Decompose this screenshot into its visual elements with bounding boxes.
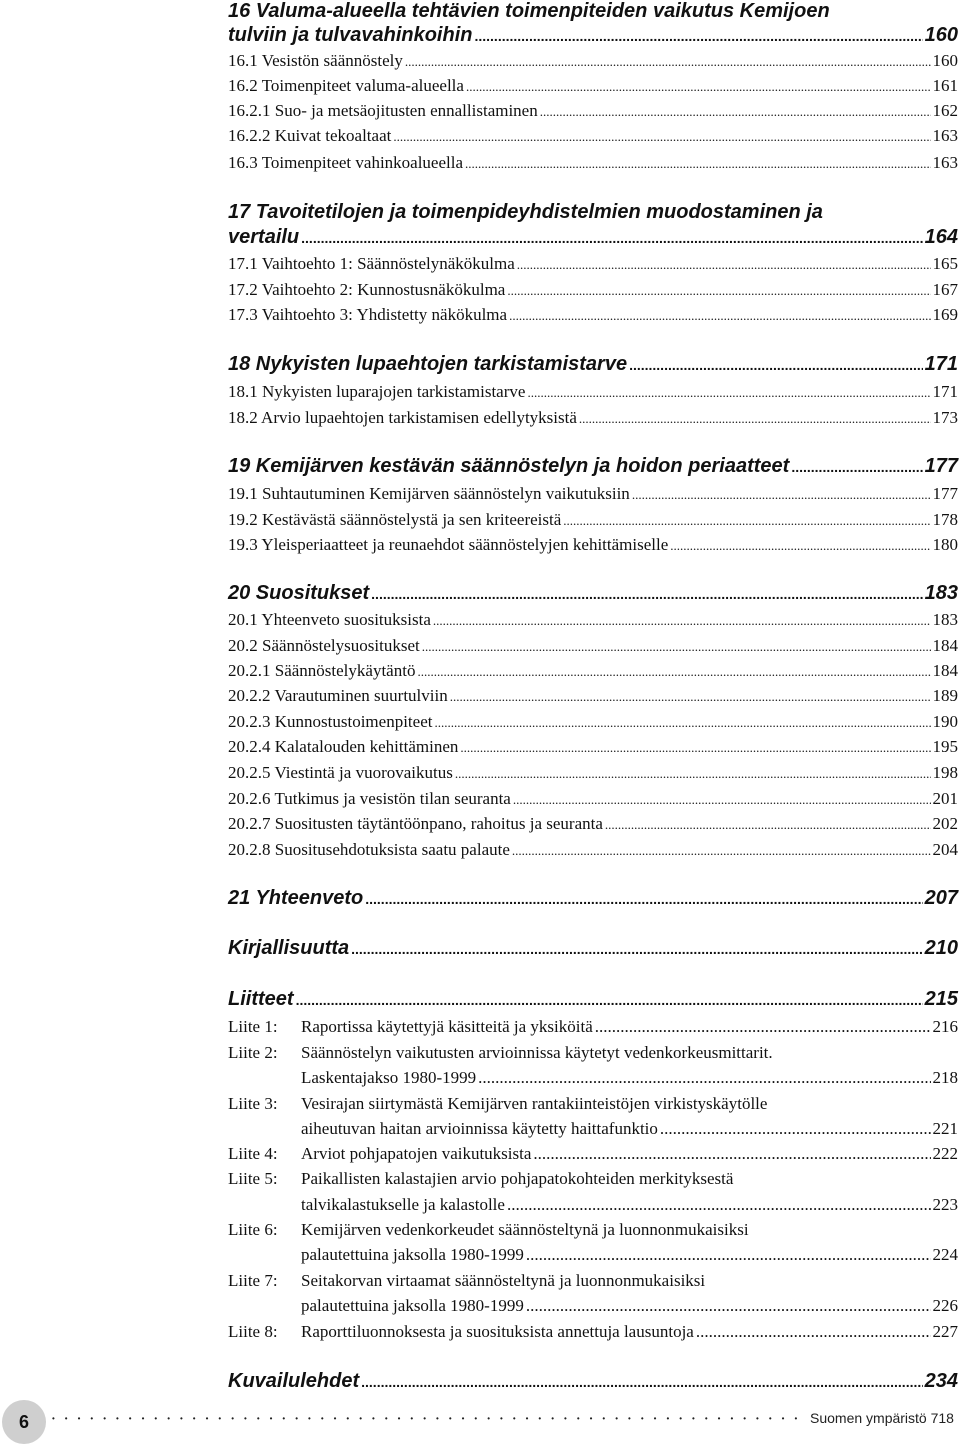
toc-page-number: 184 — [932, 661, 958, 680]
toc-entry-16-2[interactable] — [228, 76, 958, 98]
appendix-title: Säännöstelyn vaikutusten arvioinnissa käytetyt vedenkorkeusmittarit. — [301, 1043, 773, 1062]
toc-page-number: 218 — [932, 1068, 958, 1087]
toc-page-number: 201 — [932, 789, 958, 808]
toc-entry-label: 20.2 Säännöstelysuositukset — [228, 636, 420, 655]
appendix-title-cont: Laskentajakso 1980-1999 — [301, 1068, 477, 1087]
page-number: 6 — [18, 1412, 29, 1432]
toc-heading-21[interactable] — [228, 887, 958, 913]
toc-entry-17-3[interactable] — [228, 305, 958, 327]
dot-leader — [605, 817, 931, 833]
dot-leader — [527, 385, 930, 401]
toc-page-number: 163 — [932, 153, 958, 172]
toc-heading-label: Kuvailulehdet — [228, 1370, 360, 1392]
toc-page-number: 189 — [932, 686, 958, 705]
appendix-number: Liite 6: — [228, 1220, 278, 1239]
toc-page-number: 234 — [924, 1370, 958, 1392]
toc-appendix-4[interactable] — [228, 1144, 958, 1166]
toc-entry-label: 16.1 Vesistön säännöstely — [228, 51, 403, 70]
appendix-title: Vesirajan siirtymästä Kemijärven rantakiinteistöjen virkistyskäytölle — [301, 1094, 768, 1113]
toc-page-number: 164 — [924, 226, 958, 248]
toc-entry-label: 20.2.4 Kalatalouden kehittäminen — [228, 737, 459, 756]
toc-appendix-2-line1[interactable] — [228, 1043, 958, 1065]
dot-leader — [422, 639, 931, 655]
appendix-number: Liite 3: — [228, 1094, 278, 1113]
toc-entry-18-1[interactable] — [228, 382, 958, 404]
toc-entry-19-3[interactable] — [228, 535, 958, 557]
toc-heading-18[interactable] — [228, 353, 958, 379]
toc-entry-20-2-7[interactable] — [228, 814, 958, 836]
toc-entry-20-1[interactable] — [228, 610, 958, 632]
toc-page-number: 183 — [924, 582, 958, 604]
toc-page-number: 169 — [932, 305, 958, 324]
toc-appendix-3[interactable] — [301, 1119, 958, 1141]
toc-entry-19-1[interactable] — [228, 484, 958, 506]
toc-entry-20-2-1[interactable] — [228, 661, 958, 683]
toc-appendix-3-line1[interactable] — [228, 1094, 958, 1116]
toc-page-number: 160 — [924, 24, 958, 46]
toc-heading-label: vertailu — [228, 226, 300, 248]
toc-entry-label: 18.1 Nykyisten luparajojen tarkistamistarve — [228, 382, 526, 401]
toc-entry-label: 17.1 Vaihtoehto 1: Säännöstelynäkökulma — [228, 254, 515, 273]
toc-entry-label: 20.2.2 Varautuminen suurtulviin — [228, 686, 448, 705]
dot-leader — [434, 715, 930, 731]
dot-leader — [540, 104, 931, 120]
toc-entry-label: 16.2.2 Kuivat tekoaltaat — [228, 126, 392, 145]
toc-appendix-7[interactable] — [301, 1296, 958, 1318]
toc-heading-17[interactable] — [228, 226, 958, 252]
toc-entry-16-1[interactable] — [228, 51, 958, 73]
toc-entry-16-2-1[interactable] — [228, 101, 958, 123]
toc-page-number: 207 — [924, 887, 958, 909]
appendix-number: Liite 4: — [228, 1144, 278, 1163]
toc-heading-17-line1[interactable]: 17 Tavoitetilojen ja toimenpideyhdistelmien muodostaminen ja — [228, 201, 823, 223]
dot-leader — [466, 79, 931, 95]
toc-heading-19[interactable] — [228, 455, 958, 481]
appendix-number: Liite 5: — [228, 1169, 278, 1188]
dot-leader — [361, 1374, 922, 1390]
toc-entry-20-2[interactable] — [228, 636, 958, 658]
dot-leader — [533, 1144, 930, 1164]
appendix-title-cont: palautettuina jaksolla 1980-1999 — [301, 1296, 524, 1315]
dot-leader — [478, 1068, 930, 1088]
dot-leader — [791, 459, 922, 475]
toc-page-number: 223 — [932, 1195, 958, 1214]
appendix-number: Liite 8: — [228, 1322, 278, 1341]
toc-page-number: 216 — [932, 1017, 958, 1036]
toc-page-number: 215 — [924, 988, 958, 1010]
toc-entry-label: 16.2.1 Suo- ja metsäojitusten ennallistaminen — [228, 101, 538, 120]
dot-leader — [455, 766, 931, 782]
toc-appendix-1[interactable] — [228, 1017, 958, 1039]
toc-entry-label: 20.2.8 Suositusehdotuksista saatu palaute — [228, 840, 510, 859]
toc-page-number: 161 — [932, 76, 958, 95]
appendix-title: Seitakorvan virtaamat säännösteltynä ja luonnonmukaisiksi — [301, 1271, 706, 1290]
toc-page-number: 178 — [932, 510, 958, 529]
toc-page-number: 183 — [932, 610, 958, 629]
dot-leader — [465, 156, 930, 172]
dot-leader — [371, 586, 922, 602]
toc-entry-label: 17.2 Vaihtoehto 2: Kunnostusnäkökulma — [228, 280, 506, 299]
toc-page-number: 177 — [932, 484, 958, 503]
toc-heading-kuvailulehdet[interactable] — [228, 1370, 958, 1396]
toc-page-number: 190 — [932, 712, 958, 731]
toc-entry-20-2-8[interactable] — [228, 840, 958, 862]
toc-heading-16-line1[interactable]: 16 Valuma-alueella tehtävien toimenpiteiden vaikutus Kemijoen — [228, 0, 830, 22]
toc-entry-19-2[interactable] — [228, 510, 958, 532]
toc-entry-16-3[interactable] — [228, 153, 958, 175]
appendix-number: Liite 1: — [228, 1017, 278, 1036]
dot-leader — [450, 689, 931, 705]
toc-page-number: 171 — [924, 353, 958, 375]
dot-leader — [526, 1296, 931, 1316]
dot-leader — [563, 513, 930, 529]
toc-heading-label: Liitteet — [228, 988, 294, 1010]
dot-leader — [629, 357, 923, 373]
toc-page-number: 227 — [932, 1322, 958, 1341]
dot-leader — [351, 941, 922, 957]
toc-entry-label: 20.2.1 Säännöstelykäytäntö — [228, 661, 416, 680]
toc-entry-18-2[interactable] — [228, 408, 958, 430]
dot-leader — [405, 54, 931, 70]
toc-page-number: 198 — [932, 763, 958, 782]
toc-page-number: 210 — [924, 937, 958, 959]
toc-page-number: 163 — [932, 126, 958, 145]
toc-heading-liitteet[interactable] — [228, 988, 958, 1014]
toc-entry-17-2[interactable] — [228, 280, 958, 302]
dot-leader — [579, 411, 931, 427]
appendix-title: Arviot pohjapatojen vaikutuksista — [301, 1144, 532, 1163]
toc-entry-17-1[interactable] — [228, 254, 958, 276]
dot-leader — [517, 257, 931, 273]
appendix-title: Paikallisten kalastajien arvio pohjapatokohteiden merkityksestä — [301, 1169, 734, 1188]
dot-leader — [417, 664, 930, 680]
dot-leader — [433, 613, 931, 629]
toc-entry-label: 18.2 Arvio lupaehtojen tarkistamisen edellytyksistä — [228, 408, 577, 427]
toc-entry-label: 16.3 Toimenpiteet vahinkoalueella — [228, 153, 464, 172]
toc-entry-label: 19.2 Kestävästä säännöstelystä ja sen kriteereistä — [228, 510, 562, 529]
toc-page-number: 165 — [932, 254, 958, 273]
toc-entry-20-2-5[interactable] — [228, 763, 958, 785]
toc-entry-20-2-6[interactable] — [228, 789, 958, 811]
toc-heading-label: tulviin ja tulvavahinkoihin — [228, 24, 473, 46]
dot-leader — [365, 891, 922, 907]
toc-entry-label: 16.2 Toimenpiteet valuma-alueella — [228, 76, 464, 95]
toc-entry-20-2-4[interactable] — [228, 737, 958, 759]
toc-entry-label: 17.3 Vaihtoehto 3: Yhdistetty näkökulma — [228, 305, 508, 324]
toc-heading-label: 18 Nykyisten lupaehtojen tarkistamistarve — [228, 353, 628, 375]
appendix-title: Kemijärven vedenkorkeudet säännösteltynä ja luonnonmukaisiksi — [301, 1220, 749, 1239]
toc-heading-label: Kirjallisuutta — [228, 937, 350, 959]
dot-leader — [296, 992, 923, 1008]
toc-page-number: 177 — [924, 455, 958, 477]
toc-appendix-5-line1[interactable] — [228, 1169, 958, 1191]
toc-page-number: 162 — [932, 101, 958, 120]
toc-heading-kirjallisuutta[interactable] — [228, 937, 958, 963]
dot-leader — [526, 1245, 931, 1265]
toc-entry-label: 19.3 Yleisperiaatteet ja reunaehdot säännöstelyjen kehittämiselle — [228, 535, 669, 554]
toc-entry-label: 20.2.6 Tutkimus ja vesistön tilan seuranta — [228, 789, 511, 808]
appendix-number: Liite 2: — [228, 1043, 278, 1062]
toc-page-number: 195 — [932, 737, 958, 756]
toc-appendix-7-line1[interactable] — [228, 1271, 958, 1293]
toc-page-number: 226 — [932, 1296, 958, 1315]
toc-page-number: 222 — [932, 1144, 958, 1163]
toc-page-number: 204 — [932, 840, 958, 859]
toc-heading-label: 20 Suositukset — [228, 582, 370, 604]
toc-page-number: 180 — [932, 535, 958, 554]
dot-leader — [696, 1322, 931, 1342]
dot-leader — [507, 1195, 931, 1215]
dot-leader — [632, 487, 931, 503]
toc-entry-20-2-3[interactable] — [228, 712, 958, 734]
toc-heading-20[interactable] — [228, 582, 958, 608]
publication-name: Suomen ympäristö 718 — [810, 1410, 954, 1426]
dot-leader — [474, 28, 922, 44]
toc-entry-label: 20.2.7 Suositusten täytäntöönpano, rahoitus ja seuranta — [228, 814, 603, 833]
dot-leader — [507, 283, 930, 299]
footer-dotted-rule — [52, 1401, 797, 1427]
dot-leader — [301, 230, 922, 246]
dot-leader — [393, 129, 930, 145]
toc-entry-label: 20.2.5 Viestintä ja vuorovaikutus — [228, 763, 453, 782]
toc-entry-16-2-2[interactable] — [228, 126, 958, 148]
toc-entry-20-2-2[interactable] — [228, 686, 958, 708]
toc-page-number: 173 — [932, 408, 958, 427]
dot-leader — [595, 1017, 931, 1037]
appendix-title: Raportissa käytettyjä käsitteitä ja yksiköitä — [301, 1017, 593, 1036]
toc-page-number: 167 — [932, 280, 958, 299]
toc-appendix-6[interactable] — [301, 1245, 958, 1267]
toc-page-number: 160 — [932, 51, 958, 70]
appendix-title-cont: talvikalastukselle ja kalastolle — [301, 1195, 505, 1214]
dot-leader — [513, 792, 931, 808]
appendix-title-cont: aiheutuvan haitan arvioinnissa käytetty haittafunktio — [301, 1119, 658, 1138]
toc-page-number: 184 — [932, 636, 958, 655]
appendix-title-cont: palautettuina jaksolla 1980-1999 — [301, 1245, 524, 1264]
toc-appendix-6-line1[interactable] — [228, 1220, 958, 1242]
dot-leader — [509, 308, 930, 324]
toc-entry-label: 19.1 Suhtautuminen Kemijärven säännöstelyn vaikutuksiin — [228, 484, 630, 503]
toc-appendix-2[interactable] — [301, 1068, 958, 1090]
appendix-number: Liite 7: — [228, 1271, 278, 1290]
toc-page-number: 171 — [932, 382, 958, 401]
dot-leader — [512, 843, 931, 859]
toc-appendix-8[interactable] — [228, 1322, 958, 1344]
appendix-title: Raporttiluonnoksesta ja suosituksista annettuja lausuntoja — [301, 1322, 694, 1341]
toc-heading-label: 19 Kemijärven kestävän säännöstelyn ja hoidon periaatteet — [228, 455, 790, 477]
toc-page-number: 202 — [932, 814, 958, 833]
toc-page-number: 224 — [932, 1245, 958, 1264]
toc-appendix-5[interactable] — [301, 1195, 958, 1217]
toc-page-number: 221 — [932, 1119, 958, 1138]
dot-leader — [460, 740, 930, 756]
toc-entry-label: 20.2.3 Kunnostustoimenpiteet — [228, 712, 433, 731]
toc-heading-label: 21 Yhteenveto — [228, 887, 364, 909]
dot-leader — [670, 538, 930, 554]
toc-heading-16[interactable] — [228, 24, 958, 50]
dot-leader — [660, 1119, 931, 1139]
toc-entry-label: 20.1 Yhteenveto suosituksista — [228, 610, 431, 629]
